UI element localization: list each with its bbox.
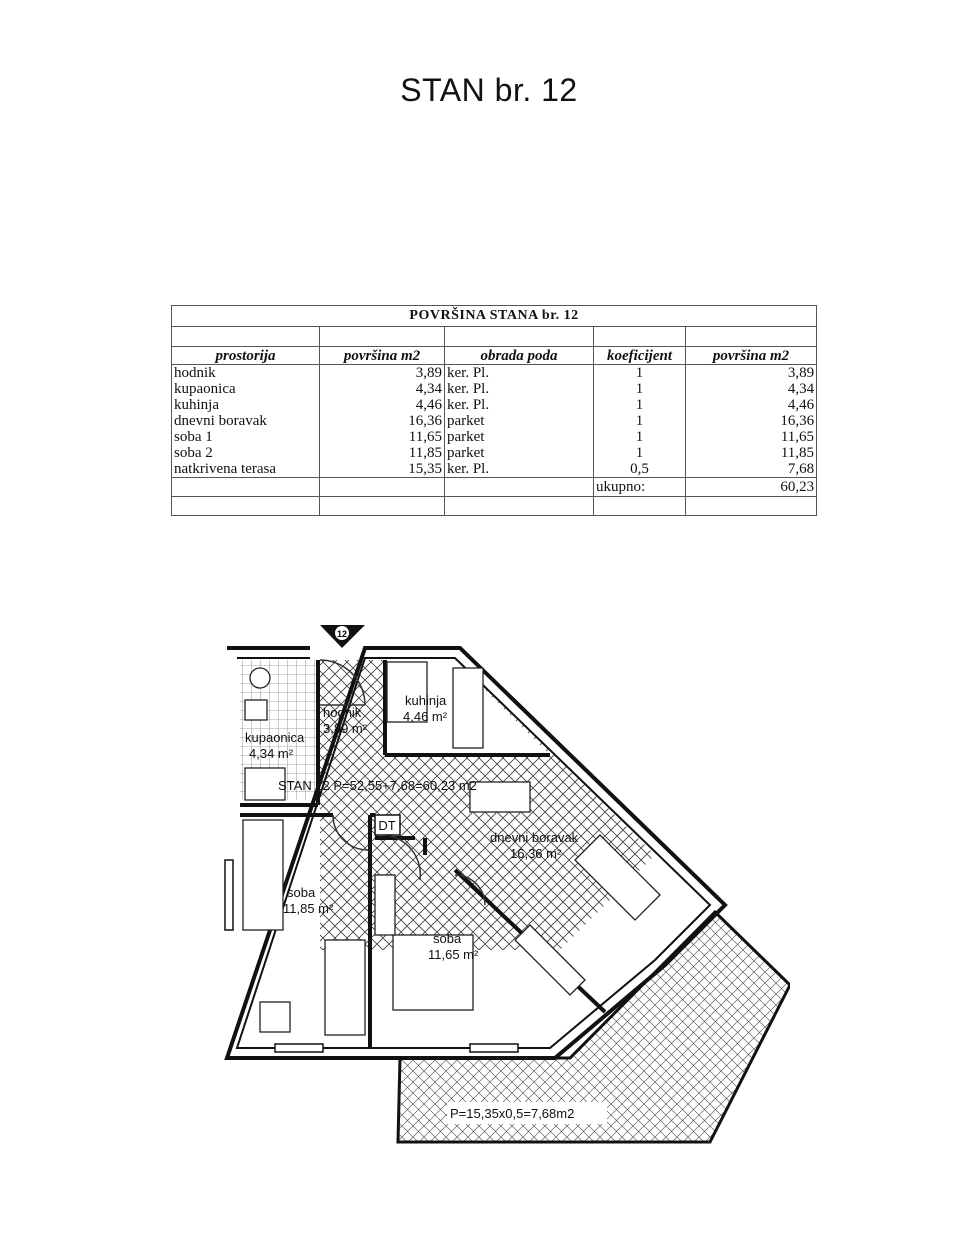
table-cell-area: 4,34 [320, 381, 445, 397]
total-value: 60,23 [686, 478, 817, 497]
table-cell-floor: ker. Pl. [445, 461, 594, 478]
table-row [172, 413, 817, 429]
dt-box [375, 815, 400, 835]
table-row [172, 429, 817, 445]
table-cell-area: 15,35 [320, 461, 445, 478]
area-table [171, 305, 817, 516]
header-net-area: površina m2 [686, 347, 817, 365]
table-cell-room: hodnik [172, 365, 320, 382]
room-name-soba-2: soba [287, 885, 316, 900]
table-cell-coef: 0,5 [594, 461, 686, 478]
header-room: prostorija [172, 347, 320, 365]
table-cell-area: 4,46 [320, 397, 445, 413]
table-cell-room: kuhinja [172, 397, 320, 413]
apartment-label: STAN 12 P=52,55+7,68=60,23 m2 [278, 778, 477, 793]
floor-plan [215, 620, 790, 1165]
table-cell-floor: ker. Pl. [445, 397, 594, 413]
table-cell-net-area: 4,34 [686, 381, 817, 397]
table-cell-coef: 1 [594, 445, 686, 461]
room-name-kuhinja: kuhinja [405, 693, 447, 708]
header-coef: koeficijent [594, 347, 686, 365]
room-name-soba-1: soba [433, 931, 462, 946]
table-cell-coef: 1 [594, 413, 686, 429]
room-name-hodnik: hodnik [323, 705, 362, 720]
table-cell-net-area: 11,85 [686, 445, 817, 461]
table-row [172, 397, 817, 413]
table-cell-room: soba 2 [172, 445, 320, 461]
table-cell-coef: 1 [594, 365, 686, 382]
table-cell-net-area: 4,46 [686, 397, 817, 413]
entrance-number: 12 [336, 629, 348, 639]
table-cell-net-area: 11,65 [686, 429, 817, 445]
table-row [172, 381, 817, 397]
header-area: površina m2 [320, 347, 445, 365]
room-area-soba-1: 11,65 m² [428, 947, 479, 962]
table-cell-area: 16,36 [320, 413, 445, 429]
room-name-kupaonica: kupaonica [245, 730, 305, 745]
table-cell-net-area: 3,89 [686, 365, 817, 382]
table-cell-net-area: 7,68 [686, 461, 817, 478]
total-spacer [445, 478, 594, 497]
table-row [172, 461, 817, 478]
table-cell-area: 11,65 [320, 429, 445, 445]
dt-label: DT [378, 818, 396, 833]
table-cell-net-area: 16,36 [686, 413, 817, 429]
table-cell-coef: 1 [594, 397, 686, 413]
table-cell-room: soba 1 [172, 429, 320, 445]
header-floor: obrada poda [445, 347, 594, 365]
room-area-hodnik: 3,89 m² [323, 721, 368, 736]
table-cell-floor: ker. Pl. [445, 381, 594, 397]
terrace-label: P=15,35x0,5=7,68m2 [450, 1106, 575, 1121]
table-cell-coef: 1 [594, 381, 686, 397]
table-body [172, 365, 817, 478]
room-area-kupaonica: 4,34 m² [249, 746, 294, 761]
room-name-dnevni-boravak: dnevni boravak [490, 830, 579, 845]
table-cell-area: 11,85 [320, 445, 445, 461]
table-cell-floor: ker. Pl. [445, 365, 594, 382]
table-cell-floor: parket [445, 413, 594, 429]
document-title: STAN br. 12 [400, 72, 578, 108]
room-area-dnevni-boravak: 16,36 m² [510, 846, 562, 861]
total-label: ukupno: [594, 478, 686, 497]
entrance-marker [320, 625, 365, 648]
table-cell-room: kupaonica [172, 381, 320, 397]
table-cell-area: 3,89 [320, 365, 445, 382]
table-cell-room: dnevni boravak [172, 413, 320, 429]
table-cell-floor: parket [445, 429, 594, 445]
table-cell-floor: parket [445, 445, 594, 461]
table-caption: POVRŠINA STANA br. 12 [172, 306, 817, 327]
room-area-kuhinja: 4,46 m² [403, 709, 448, 724]
table-cell-coef: 1 [594, 429, 686, 445]
table-row [172, 445, 817, 461]
table-cell-room: natkrivena terasa [172, 461, 320, 478]
room-area-soba-2: 11,85 m² [283, 901, 334, 916]
table-row [172, 365, 817, 382]
